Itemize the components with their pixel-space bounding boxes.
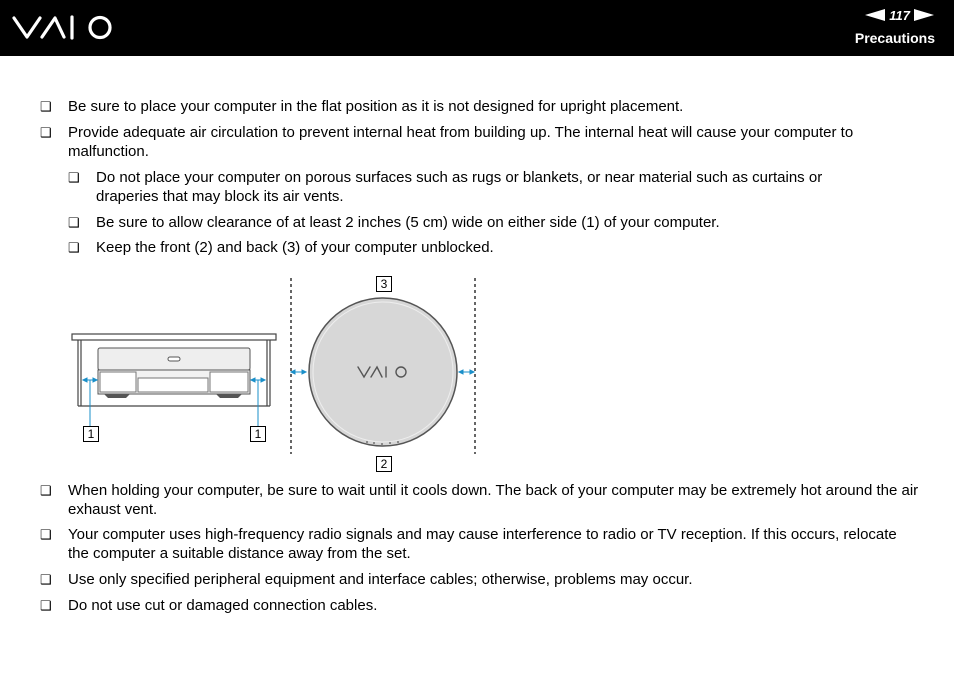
bullet-box-icon: ❑ <box>40 99 52 114</box>
list-item-text: Be sure to place your computer in the flat position as it is not designed for upright placement. <box>68 98 684 115</box>
bullet-box-icon: ❑ <box>40 527 52 542</box>
callout-back: 3 <box>376 276 392 292</box>
list-item-text: Provide adequate air circulation to prevent internal heat from building up. The internal heat will cause your computer to malfunction. <box>68 124 854 160</box>
placement-diagram <box>70 276 490 476</box>
list-item-text: Keep the front (2) and back (3) of your computer unblocked. <box>96 239 494 256</box>
page-navigation <box>865 6 934 24</box>
bullet-box-icon: ❑ <box>40 125 52 140</box>
list-item-text: Be sure to allow clearance of at least 2 inches (5 cm) wide on either side (1) of your computer. <box>96 214 720 231</box>
bullet-box-icon: ❑ <box>40 598 52 613</box>
bullet-box-icon: ❑ <box>68 170 80 185</box>
list-item-text: Do not use cut or damaged connection cables. <box>68 597 378 614</box>
list-item-text: Do not place your computer on porous surfaces such as rugs or blankets, or near material such as curtains or draperies that may block its air vents. <box>96 169 823 205</box>
list-item-text: Your computer uses high-frequency radio signals and may cause interference to radio or TV reception. If this occurs, relocate the computer a suitable distance away from the set. <box>68 526 897 562</box>
prev-page-arrow-icon[interactable] <box>865 9 885 21</box>
computer-top-view <box>309 298 457 446</box>
callout-side-right: 1 <box>250 426 266 442</box>
list-item-text: Use only specified peripheral equipment and interface cables; otherwise, problems may occur. <box>68 571 693 588</box>
bullet-box-icon: ❑ <box>68 215 80 230</box>
section-title: Precautions <box>854 30 935 46</box>
page-number: 117 <box>889 7 910 23</box>
next-page-arrow-icon[interactable] <box>914 9 934 21</box>
diagram-drawing <box>70 276 490 476</box>
page-header <box>0 0 954 56</box>
callout-side-left: 1 <box>83 426 99 442</box>
bullet-box-icon: ❑ <box>68 240 80 255</box>
bullet-box-icon: ❑ <box>40 483 52 498</box>
computer-front-view <box>98 348 250 398</box>
list-item-text: When holding your computer, be sure to wait until it cools down. The back of your computer may be extremely hot around the air exhaust vent. <box>68 482 919 518</box>
callout-front: 2 <box>376 456 392 472</box>
vaio-logo <box>12 12 120 42</box>
bullet-box-icon: ❑ <box>40 572 52 587</box>
